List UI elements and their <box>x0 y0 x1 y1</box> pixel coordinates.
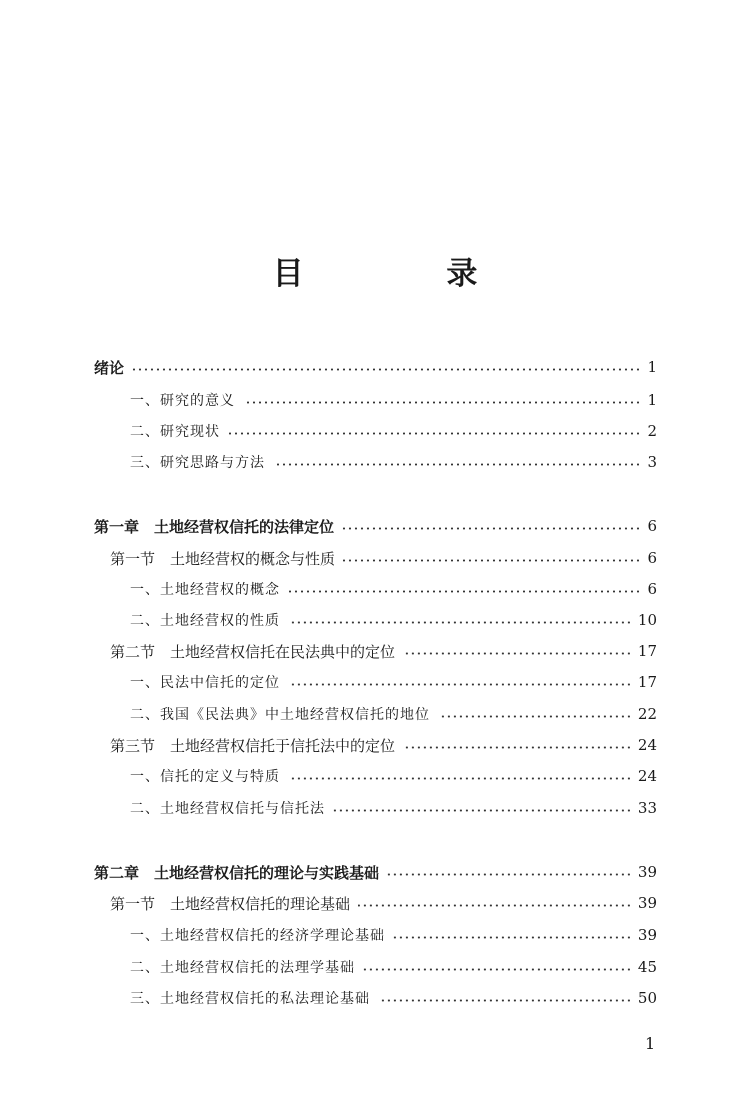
toc-entry-label: 二、土地经营权信托的法理学基础 <box>130 960 355 976</box>
toc-entry-label: 第一节 土地经营权的概念与性质 <box>110 549 336 568</box>
toc-entry-label: 绪论 <box>94 358 125 377</box>
toc-entry-label: 三、研究思路与方法 <box>130 455 265 471</box>
toc-entry-page: 39 <box>637 926 657 944</box>
toc-entry-section[interactable] <box>110 544 657 572</box>
toc-entry-page: 10 <box>637 611 657 629</box>
toc-entry-label: 第二章 土地经营权信托的理论与实践基础 <box>94 863 380 882</box>
toc-entry-page: 33 <box>637 799 657 817</box>
dot-leader <box>403 746 632 749</box>
toc-entry-label: 第一节 土地经营权信托的理论基础 <box>110 894 351 913</box>
toc-entry-page: 2 <box>647 422 657 440</box>
toc-entry-label: 二、我国《民法典》中土地经营权信托的地位 <box>130 707 430 723</box>
toc-entry-item[interactable] <box>130 921 657 949</box>
toc-entry-page: 1 <box>647 358 657 376</box>
toc-entry-item[interactable] <box>130 953 657 981</box>
toc-entry-page: 39 <box>637 894 657 912</box>
toc-entry-chapter[interactable] <box>94 858 657 886</box>
dot-leader <box>288 590 641 593</box>
toc-entry-label: 一、研究的意义 <box>130 393 235 409</box>
page-number: 1 <box>645 1034 656 1053</box>
toc-entry-label: 一、土地经营权信托的经济学理论基础 <box>130 928 385 944</box>
dot-leader <box>403 652 632 655</box>
dot-leader <box>378 999 632 1002</box>
toc-entry-introduction[interactable] <box>94 353 657 381</box>
toc-entry-item[interactable] <box>130 668 657 696</box>
dot-leader <box>288 777 632 780</box>
toc-entry-item[interactable] <box>130 386 657 414</box>
toc-entry-page: 45 <box>637 958 657 976</box>
toc-entry-section[interactable] <box>110 889 657 917</box>
dot-leader <box>273 463 641 466</box>
toc-entry-label: 第二节 土地经营权信托在民法典中的定位 <box>110 642 396 661</box>
toc-entry-label: 二、土地经营权的性质 <box>130 613 280 629</box>
toc-entry-label: 一、信托的定义与特质 <box>130 769 280 785</box>
dot-leader <box>363 968 632 971</box>
toc-entry-label: 一、土地经营权的概念 <box>130 582 280 598</box>
toc-entry-page: 24 <box>637 767 657 785</box>
page-title: 目 录 <box>272 256 544 292</box>
toc-entry-label: 二、研究现状 <box>130 424 220 440</box>
dot-leader <box>438 715 632 718</box>
dot-leader <box>342 527 641 530</box>
toc-entry-item[interactable] <box>130 575 657 603</box>
toc-entry-page: 6 <box>647 580 657 598</box>
toc-entry-page: 24 <box>637 736 657 754</box>
dot-leader <box>333 809 632 812</box>
toc-entry-page: 22 <box>637 705 657 723</box>
toc-entry-page: 1 <box>647 391 657 409</box>
toc-entry-item[interactable] <box>130 700 657 728</box>
toc-entry-item[interactable] <box>130 448 657 476</box>
toc-entry-section[interactable] <box>110 637 657 665</box>
dot-leader <box>343 559 641 562</box>
dot-leader <box>243 401 641 404</box>
dot-leader <box>132 368 641 371</box>
dot-leader <box>288 683 632 686</box>
toc-entry-item[interactable] <box>130 984 657 1012</box>
dot-leader <box>387 873 632 876</box>
toc-entry-label: 一、民法中信托的定位 <box>130 675 280 691</box>
dot-leader <box>228 432 641 435</box>
toc-entry-label: 第三节 土地经营权信托于信托法中的定位 <box>110 736 396 755</box>
dot-leader <box>358 904 632 907</box>
toc-entry-item[interactable] <box>130 417 657 445</box>
toc-entry-item[interactable] <box>130 606 657 634</box>
toc-entry-label: 二、土地经营权信托与信托法 <box>130 801 325 817</box>
toc-entry-chapter[interactable] <box>94 512 657 540</box>
toc-entry-page: 6 <box>647 549 657 567</box>
toc-entry-section[interactable] <box>110 731 657 759</box>
toc-entry-page: 3 <box>647 453 657 471</box>
toc-entry-item[interactable] <box>130 794 657 822</box>
toc-entry-page: 17 <box>637 642 657 660</box>
dot-leader <box>288 621 632 624</box>
toc-entry-page: 17 <box>637 673 657 691</box>
toc-entry-page: 39 <box>637 863 657 881</box>
toc-entry-item[interactable] <box>130 762 657 790</box>
toc-entry-label: 第一章 土地经营权信托的法律定位 <box>94 517 335 536</box>
toc-entry-label: 三、土地经营权信托的私法理论基础 <box>130 991 370 1007</box>
dot-leader <box>393 936 632 939</box>
toc-entry-page: 6 <box>647 517 657 535</box>
toc-entry-page: 50 <box>637 989 657 1007</box>
